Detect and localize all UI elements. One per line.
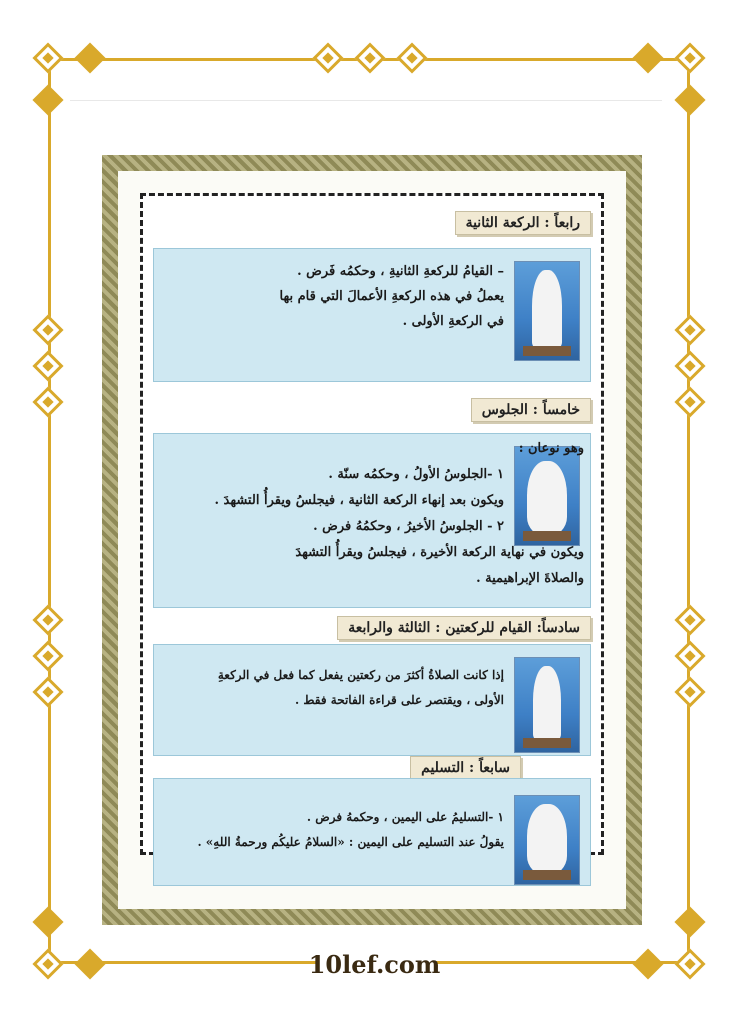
section-text: إذا كانت الصلاةُ أكثرَ من ركعتين يفعل كما فعل في الركعةِ الأولى ، ويقتصر على قراءة الفاتحة فقط . xyxy=(217,668,504,707)
textbook-page-scan xyxy=(102,155,642,925)
sitting-prayer-photo xyxy=(514,795,580,885)
section-title: سادساً: القيام للركعتين : الثالثة والرابعة xyxy=(337,616,591,640)
section-text: – القيامُ للركعةِ الثانيةِ ، وحكمُه فَرض . يعملُ في هذه الركعةِ الأعمالَ التي قام بها في الركعةِ الأولى . xyxy=(279,264,504,329)
standing-prayer-photo xyxy=(514,657,580,753)
section-panel xyxy=(153,433,591,608)
standing-prayer-photo xyxy=(514,261,580,361)
section-title: سابعاً : التسليم xyxy=(410,756,521,780)
section-panel xyxy=(153,778,591,886)
section-text: وهو نوعان : ١ -الجلوسُ الأولُ ، وحكمُه سنّة . ويكون بعد إنهاء الركعة الثانية ، فيجلسُ ويقرأُ التشهدَ . ٢ - الجلوسُ الأخيرُ ، وحكمُهُ فرض . ويكون في نهاية الركعة الأخيرة ، فيجلسُ ويقرأُ التشهدَ والصلاةَ الإبراهيمية . xyxy=(214,441,584,586)
site-watermark: 10lef.com xyxy=(308,950,441,979)
section-title: رابعاً : الركعة الثانية xyxy=(455,211,591,235)
section-title: خامساً : الجلوس xyxy=(471,398,591,422)
section-panel xyxy=(153,644,591,756)
dashed-page-border xyxy=(140,193,604,855)
section-panel xyxy=(153,248,591,382)
section-text: ١ -التسليمُ على اليمين ، وحكمهُ فرض . يقولُ عند التسليم على اليمين : «السلامُ عليكُم ورحمةُ اللهِ» . xyxy=(197,810,504,849)
